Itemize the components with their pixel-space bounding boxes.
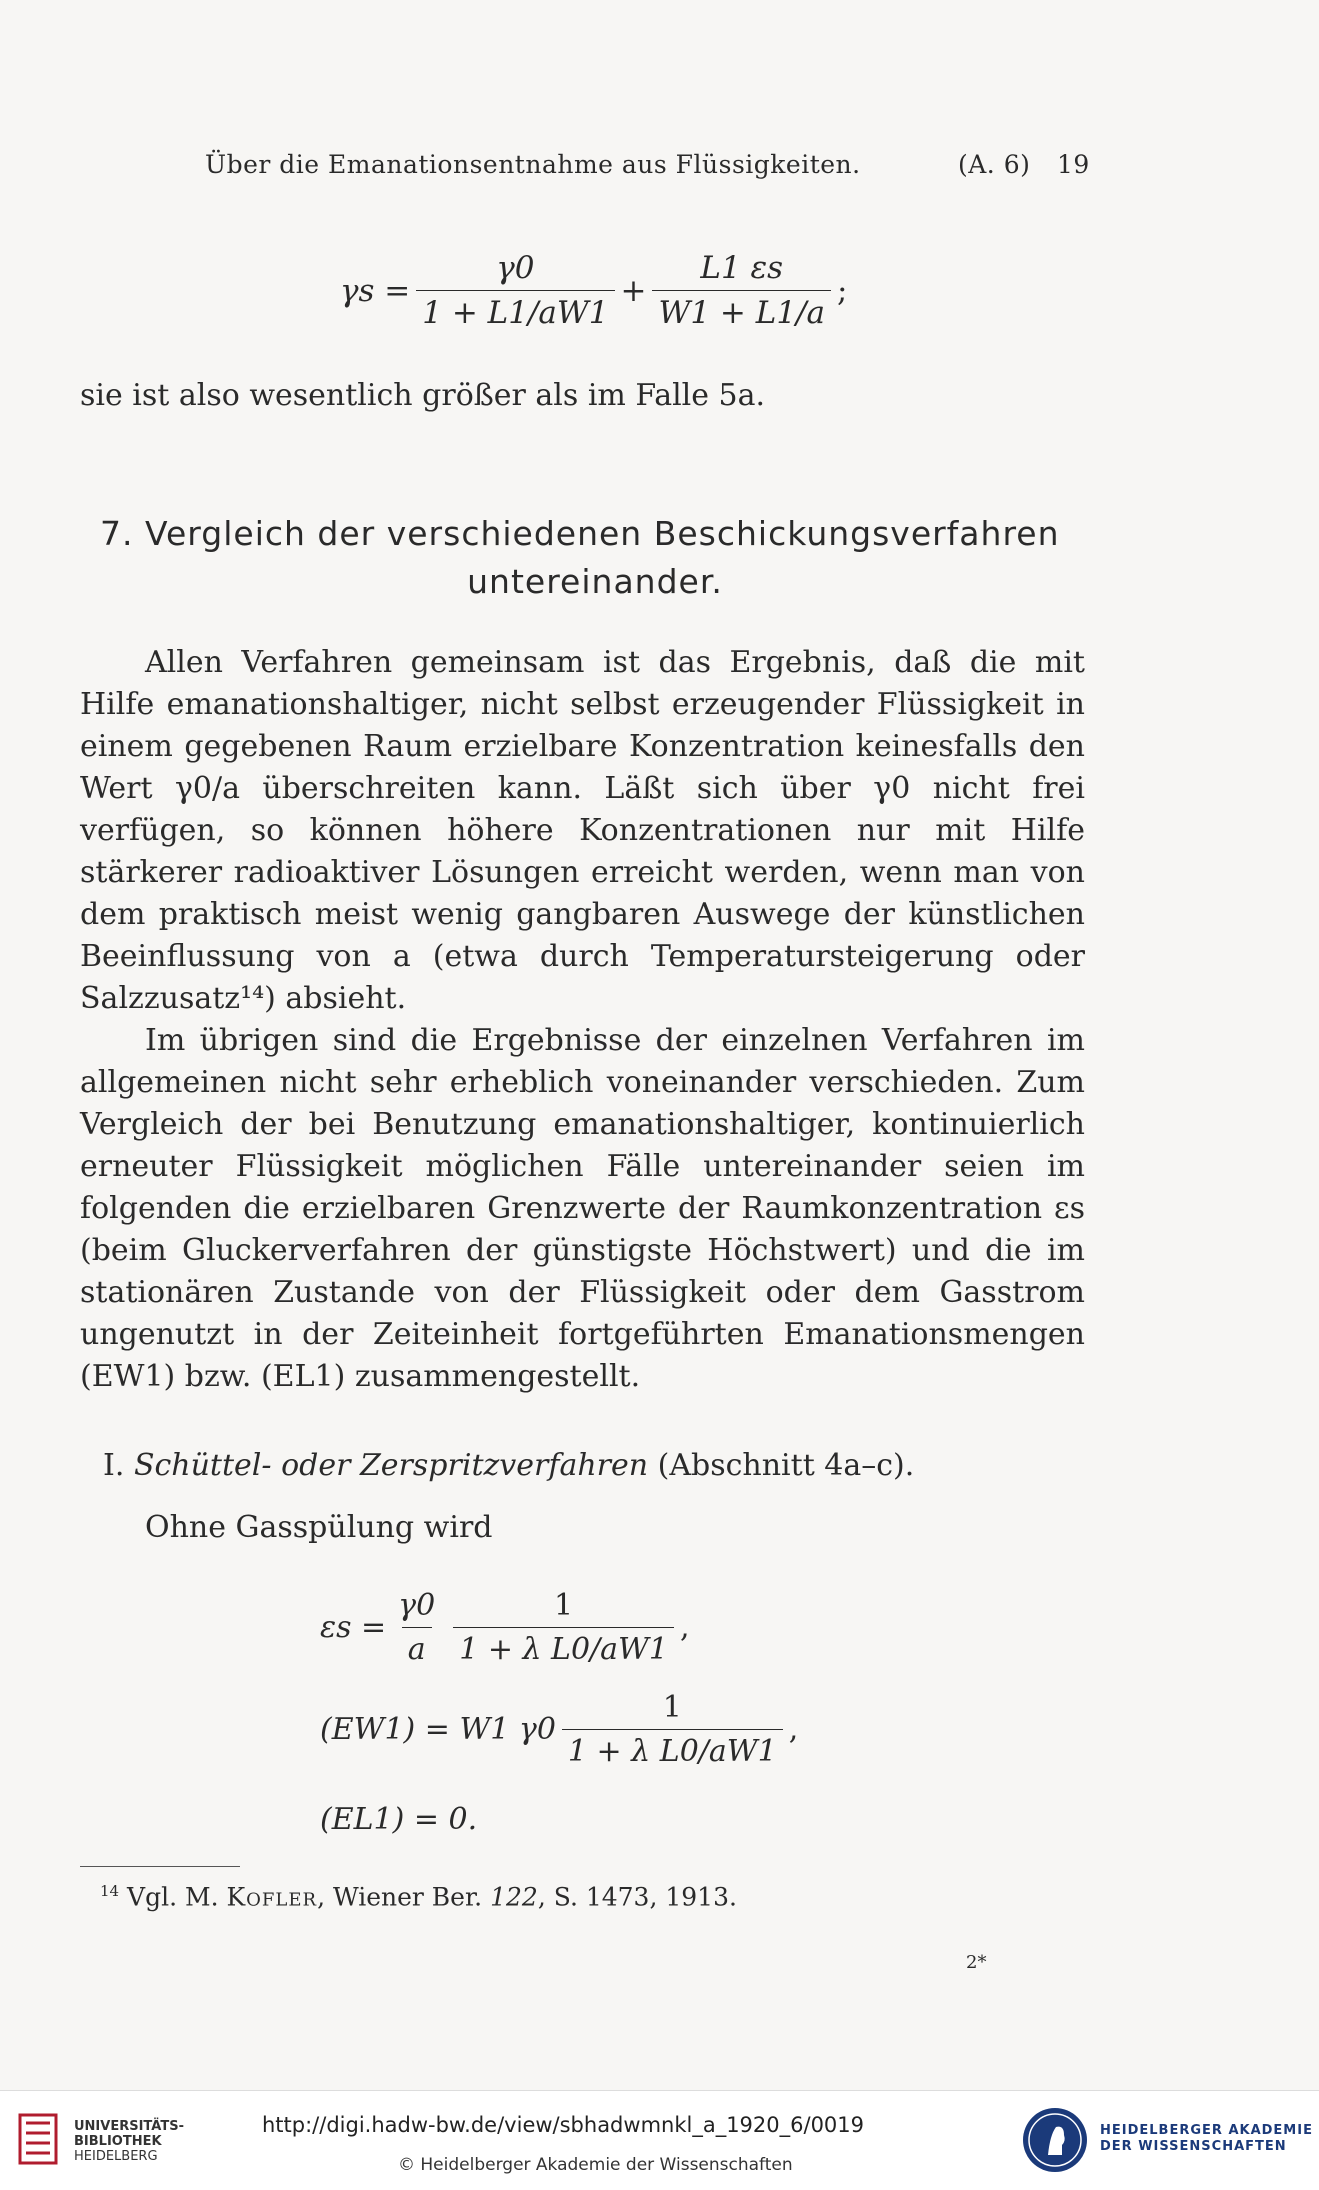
header-title: Über die Emanationsentnahme aus Flüssigkeiten. — [205, 150, 861, 179]
academy-seal-icon — [1020, 2105, 1090, 2175]
header-reference: (A. 6) — [958, 150, 1031, 179]
eq3-lhs: (EW1) = W1 γ0 — [320, 1712, 556, 1747]
eq1-end: ; — [837, 272, 848, 309]
ohne-gasspuelung-line: Ohne Gasspülung wird — [145, 1510, 493, 1545]
eq2-numerator-1: γ0 — [398, 1588, 436, 1623]
eq1-denominator-1: 1 + L1/aW1 — [416, 290, 614, 331]
footnote-author: Kofler — [226, 1882, 318, 1912]
eq1-denominator-2: W1 + L1/a — [652, 290, 831, 331]
eq3-end: , — [788, 1712, 799, 1747]
body-paragraphs — [80, 642, 1085, 1398]
footnote-mark: 14 — [100, 1882, 120, 1900]
item-number: I. — [103, 1448, 125, 1483]
footnote-text-2: , Wiener Ber. — [317, 1882, 483, 1912]
eq1-numerator-1: γ0 — [496, 250, 535, 286]
equation-epsilon-s — [320, 1588, 690, 1667]
footer-bar — [0, 2090, 1319, 2190]
footnote-volume: 122 — [490, 1882, 538, 1912]
eq2-denominator-2: 1 + λ L0/aW1 — [453, 1627, 674, 1667]
copyright-notice: © Heidelberger Akademie der Wissenschaften — [398, 2155, 793, 2175]
eq3-denominator: 1 + λ L0/aW1 — [562, 1729, 783, 1769]
section-heading — [100, 510, 1090, 606]
footnote-text-3: , S. 1473, 1913. — [537, 1882, 737, 1912]
eq2-denominator-1: a — [402, 1627, 432, 1667]
eq1-plus: + — [620, 272, 647, 309]
footnote-rule — [80, 1866, 240, 1867]
eq1-lhs: γs = — [340, 272, 411, 309]
eq1-numerator-2: L1 εs — [700, 250, 784, 286]
paragraph-2: Im übrigen sind die Ergebnisse der einzelnen Verfahren im allgemeinen nicht sehr erheblich voneinander verschieden. Zum Vergleich der bei Benutzung emanationshaltiger, kontinuierlich erneuter Flüssigkeit möglichen Fälle untereinander seien im folgenden die erzielbaren Grenzwerte der Raumkonzentration εs (beim Gluckerverfahren der günstigste Höchstwert) und die im stationären Zustande von der Flüssigkeit oder dem Gasstrom ungenutzt in der Zeiteinheit fortgeführten Emanationsmengen (EW1) bzw. (EL1) zusammengestellt. — [80, 1023, 1085, 1394]
equation-gamma-s — [340, 250, 847, 331]
equation-E-L1: (EL1) = 0. — [320, 1802, 478, 1837]
academy-name-line-2: DER WISSENSCHAFTEN — [1100, 2139, 1287, 2154]
item-title: Schüttel- oder Zerspritzverfahren — [133, 1448, 649, 1483]
eq1-fraction-2 — [652, 250, 831, 331]
eq1-fraction-1 — [416, 250, 614, 331]
academy-name-line-1: HEIDELBERGER AKADEMIE — [1100, 2123, 1313, 2138]
section-heading-line-2: untereinander. — [467, 562, 723, 601]
eq2-end: , — [679, 1610, 690, 1645]
paragraph-1: Allen Verfahren gemeinsam ist das Ergebnis, daß die mit Hilfe emanationshaltiger, nicht selbst erzeugender Flüssigkeit in einem gegebenen Raum erzielbare Konzentration keinesfalls den Wert γ0/a überschreiten kann. Läßt sich über γ0 nicht frei verfügen, so können höhere Konzentrationen nur mit Hilfe stärkerer radioaktiver Lösungen erreicht werden, wenn man von dem praktisch meist wenig gangbaren Auswege der künstlichen Beeinflussung von a (etwa durch Temperatursteigerung oder Salzzusatz¹⁴) absieht. — [80, 645, 1085, 1016]
eq2-fraction-2 — [453, 1588, 674, 1667]
item-heading — [103, 1448, 914, 1483]
library-name — [74, 2119, 184, 2164]
eq2-lhs: εs = — [320, 1610, 387, 1645]
library-name-line-2: BIBLIOTHEK — [74, 2134, 162, 2149]
equation-E-W1 — [320, 1690, 798, 1769]
item-reference: (Abschnitt 4a–c). — [657, 1448, 915, 1483]
page-number: 19 — [1057, 150, 1090, 179]
eq3-numerator: 1 — [662, 1690, 682, 1725]
permalink-url[interactable]: http://digi.hadw-bw.de/view/sbhadwmnkl_a_1920_6/0019 — [262, 2113, 865, 2137]
text-after-equation: sie ist also wesentlich größer als im Falle 5a. — [80, 378, 766, 413]
signature-mark: 2* — [966, 1952, 987, 1973]
footnote-text-1: Vgl. M. — [127, 1882, 219, 1912]
section-heading-line-1: 7. Vergleich der verschiedenen Beschickungsverfahren — [100, 514, 1060, 553]
library-name-line-3: HEIDELBERG — [74, 2149, 158, 2164]
academy-name — [1100, 2123, 1313, 2155]
eq2-numerator-2: 1 — [554, 1588, 574, 1623]
library-name-line-1: UNIVERSITÄTS- — [74, 2119, 184, 2134]
library-logo-icon — [16, 2111, 60, 2167]
eq2-fraction-1 — [392, 1588, 441, 1667]
eq3-fraction — [562, 1690, 783, 1769]
footnote — [100, 1882, 737, 1911]
